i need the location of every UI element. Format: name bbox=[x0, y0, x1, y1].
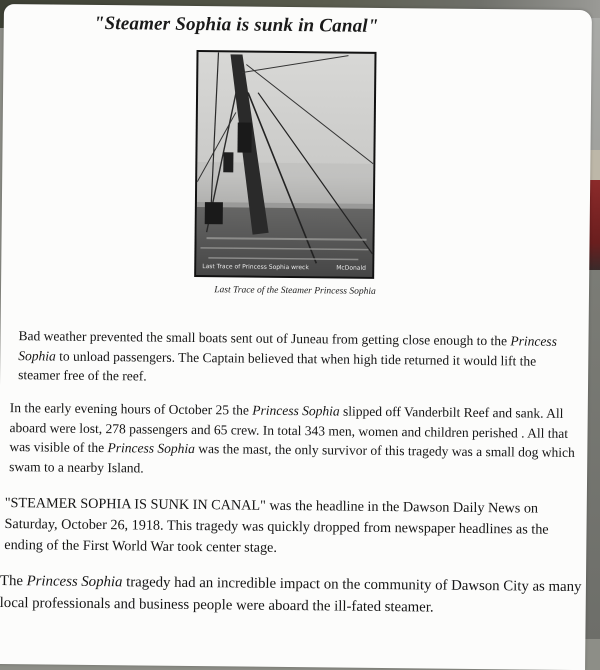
ship-name-italic: Princess Sophia bbox=[18, 333, 557, 364]
paragraph-1: Bad weather prevented the small boats sent out of Juneau from getting close enough to the Princess Sophia to unload passengers. The Captain believed that when high tide returned it would lift the steamer free of the reef. bbox=[18, 328, 557, 384]
paragraph-2: In the early evening hours of October 25 the Princess Sophia slipped off Vanderbilt Reef and sank. All aboard were lost, 278 passengers and 65 crew. In total 343 men, women and children perished . All that was visible of the Princess Sophia was the mast, the only survivor of this tragedy was a small dog which swam to a nearby Island. bbox=[9, 400, 575, 475]
paragraph-4: The Princess Sophia tragedy had an incredible impact on the community of Dawson City as many local professionals and business people were aboard the ill-fated steamer. bbox=[0, 572, 582, 616]
photo-caption: Last Trace of the Steamer Princess Sophia bbox=[214, 285, 376, 297]
photo-inscription: Last Trace of Princess Sophia wreck bbox=[202, 263, 309, 272]
interpretive-sign bbox=[0, 4, 592, 670]
historic-photo-frame bbox=[194, 50, 376, 279]
ship-name-italic: Princess Sophia bbox=[107, 440, 196, 457]
sign-title: "Steamer Sophia is sunk in Canal" bbox=[93, 12, 379, 37]
ship-name-italic: Princess Sophia bbox=[26, 573, 123, 591]
historic-photo-sunken-mast bbox=[196, 52, 374, 277]
paragraph-3: "STEAMER SOPHIA IS SUNK IN CANAL" was the headline in the Dawson Daily News on Saturday, October 26, 1918. This tragedy was quickly dropped from newspaper headlines as the ending of the First World War took center stage. bbox=[4, 495, 549, 556]
photo-credit: McDonald bbox=[336, 264, 367, 272]
ship-name-italic: Princess Sophia bbox=[252, 402, 340, 419]
mast-photo-drawing bbox=[196, 52, 374, 277]
